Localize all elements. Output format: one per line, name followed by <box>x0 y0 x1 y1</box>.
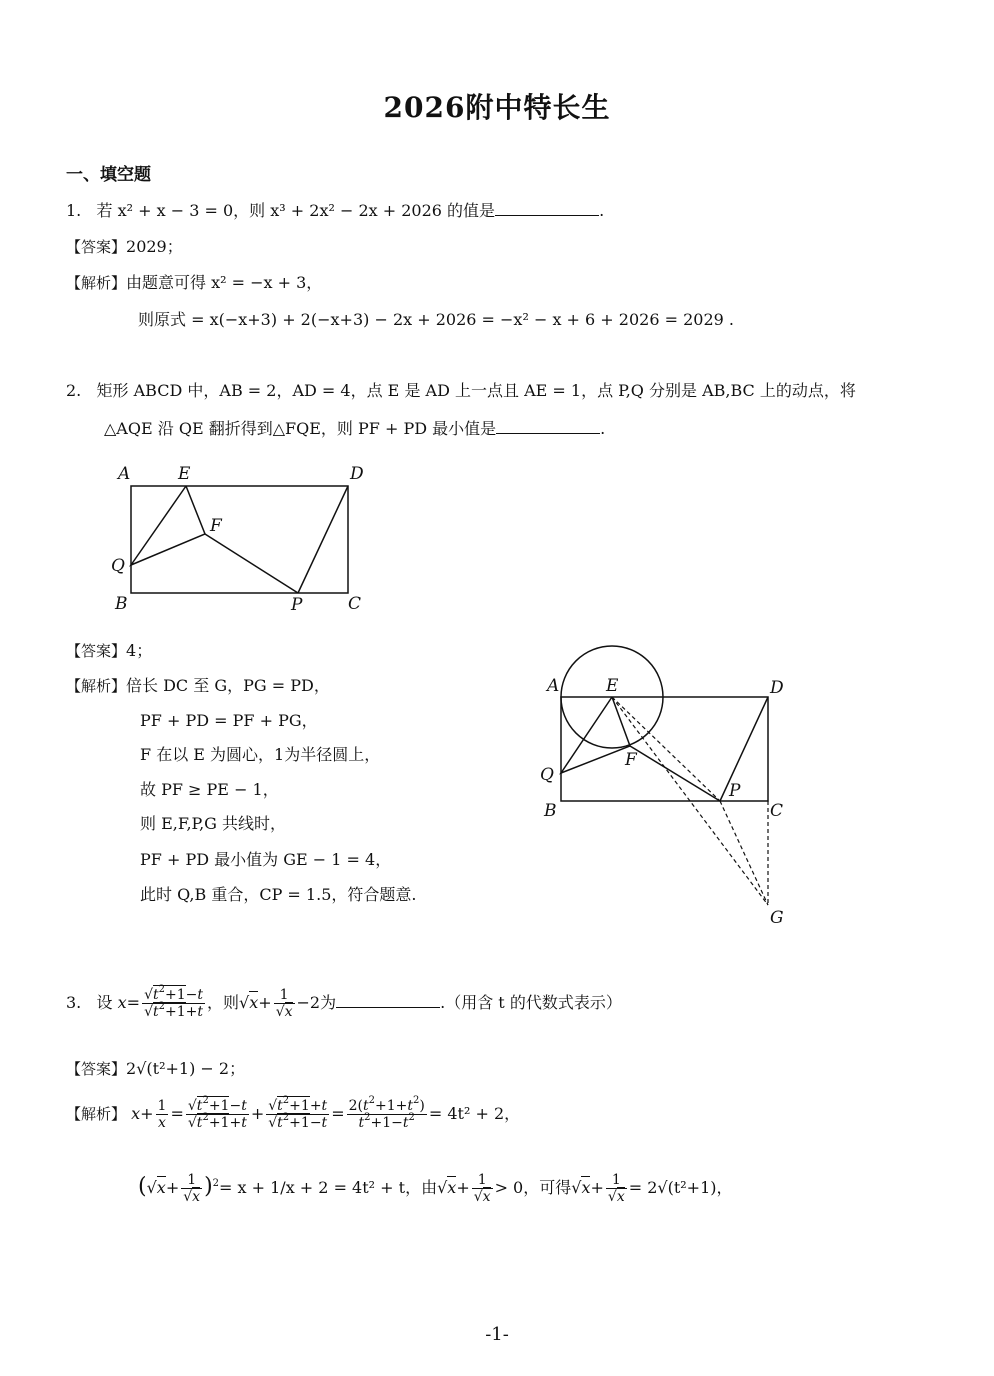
q3-answer-blank <box>336 993 440 1008</box>
q3-stem-post: 为 <box>320 993 337 1012</box>
q2-analysis-2: F 在以 E 为圆心，1为半径圆上， <box>140 745 381 764</box>
q2-analysis-4: 则 E,F,P,G 共线时， <box>140 814 287 833</box>
q1-analysis-1: 由题意可得 x² = −x + 3， <box>126 273 323 292</box>
q2-analysis-label: 【解析】 <box>66 677 127 695</box>
q3-analysis-2-tail: = 2√(t²+1)， <box>628 1178 733 1197</box>
fig1-segment-fp <box>205 534 298 593</box>
q2-figure-1 <box>100 455 380 620</box>
q1-answer-line <box>66 234 183 257</box>
q1-analysis-line-1 <box>66 270 322 293</box>
fig2-segment-fp <box>630 746 720 801</box>
fig2-label-b: B <box>544 801 557 821</box>
q2-figure-2 <box>530 635 800 935</box>
fig2-label-e: E <box>606 676 619 696</box>
q1-analysis-line-2: 则原式 = x(−x+3) + 2(−x+3) − 2x + 2026 = −x² − x + 6 + 2026 = 2029 . <box>138 310 734 329</box>
q1-answer: 2029； <box>126 237 183 256</box>
page-number: -1- <box>485 1324 509 1345</box>
q2-answer: 4； <box>126 641 153 660</box>
fig1-label-e: E <box>178 464 191 484</box>
fig2-label-p: P <box>729 781 741 801</box>
q2-analysis-label-line <box>66 673 330 696</box>
q3-answer-line <box>66 1056 245 1079</box>
fig2-dashed-ep <box>612 697 720 801</box>
fig2-label-q: Q <box>540 765 554 785</box>
q2-analysis-0: 倍长 DC 至 G，PG = PD， <box>126 676 330 695</box>
q3-analysis-1-tail: = 4t² + 2， <box>428 1104 521 1123</box>
fig1-label-b: B <box>115 594 128 614</box>
fig2-segment-pd <box>720 697 768 801</box>
fig2-label-c: C <box>770 801 784 821</box>
page-title: 2026附中特长生 <box>383 91 611 124</box>
fig2-label-d: D <box>770 678 784 698</box>
q1-answer-blank <box>495 201 599 216</box>
fig1-label-p: P <box>291 595 303 615</box>
q3-stem-line: 3. 设 x= $\frac{√t^2+1-t}{√t^2+1+t}$ ，则√x+ $\frac{1}{√x}$ −2为 .（用含 t 的代数式表示） <box>66 984 622 1020</box>
fig1-label-c: C <box>348 594 362 614</box>
q3-analysis-line-2: (√x+ $\frac{1}{√x}$ )$^2$= x + 1/x + 2 = 4t² + t，由√x+ $\frac{1}{√x}$ > 0，可得√x+ $\frac{1}{√x}$ = 2√(t²+1)， <box>138 1172 733 1205</box>
q2-answer-label: 【答案】 <box>66 642 127 660</box>
q2-analysis-6: 此时 Q,B 重合，CP = 1.5，符合题意. <box>140 885 417 904</box>
fig1-label-a: A <box>118 464 131 484</box>
fig2-label-f: F <box>625 750 637 770</box>
q3-analysis-label: 【解析】 <box>66 1105 127 1123</box>
q3-analysis-line-1: 【解析】 x+ $\frac{1}{x}$ = $\frac{√t^2+1-t}{√t^2+1+t}$ + $\frac{√t^2+1+t}{√t^2+1-t}$ = $\frac{2(t^2+1+t^2)}{t^2+1-t^2}$ = 4t² + 2， <box>66 1095 521 1131</box>
q3-answer-label: 【答案】 <box>66 1060 127 1078</box>
q1-analysis-label: 【解析】 <box>66 274 127 292</box>
q3-x-fraction: $\frac{√t^2+1-t}{√t^2+1+t}$ <box>144 984 204 1020</box>
fig2-label-g: G <box>770 908 784 928</box>
fig1-label-q: Q <box>111 556 125 576</box>
q3-analysis-2-mid: = x + 1/x + 2 = 4t² + t，由 <box>219 1178 438 1197</box>
q2-stem-2: △AQE 沿 QE 翻折得到△FQE，则 PF + PD 最小值是 <box>104 419 497 438</box>
fig1-folded-triangle <box>131 486 205 565</box>
q2-stem-line-2: △AQE 沿 QE 翻折得到△FQE，则 PF + PD 最小值是 . <box>104 419 606 438</box>
fig1-rectangle <box>131 486 348 593</box>
q2-answer-blank <box>496 419 600 434</box>
q3-answer: 2√(t²+1) − 2； <box>126 1059 246 1078</box>
q2-number: 2. <box>66 381 82 400</box>
fig1-segment-pd <box>298 486 348 593</box>
q1-number: 1. <box>66 201 82 220</box>
q2-stem-1: 矩形 ABCD 中，AB = 2，AD = 4，点 E 是 AD 上一点且 AE = 1，点 P,Q 分别是 AB,BC 上的动点，将 <box>96 381 856 400</box>
q3-stem-mid: ，则 <box>207 993 240 1012</box>
fig1-label-f: F <box>210 516 222 536</box>
q1-answer-label: 【答案】 <box>66 238 127 256</box>
fig2-dashed-pg <box>720 801 768 905</box>
q2-analysis-1: PF + PD = PF + PG， <box>140 711 318 730</box>
q1-stem-line: 1. 若 x² + x − 3 = 0，则 x³ + 2x² − 2x + 2026 的值是 . <box>66 201 605 220</box>
q1-stem: 若 x² + x − 3 = 0，则 x³ + 2x² − 2x + 2026 的值是 <box>96 201 496 220</box>
q3-stem-pre: 设 <box>96 993 113 1012</box>
section-heading: 一、填空题 <box>66 165 151 185</box>
q3-stem-tail: .（用含 t 的代数式表示） <box>440 993 622 1012</box>
q2-stem-line-1 <box>66 378 856 401</box>
fig2-folded-triangle <box>561 697 630 773</box>
q3-number: 3. <box>66 993 82 1012</box>
q2-analysis-3: 故 PF ≥ PE − 1， <box>140 780 279 799</box>
q3-analysis-2-mid2: > 0，可得 <box>494 1178 572 1197</box>
fig2-label-a: A <box>547 676 560 696</box>
fig1-label-d: D <box>350 464 364 484</box>
q2-analysis-5: PF + PD 最小值为 GE − 1 = 4， <box>140 850 392 869</box>
q2-answer-line <box>66 638 152 661</box>
